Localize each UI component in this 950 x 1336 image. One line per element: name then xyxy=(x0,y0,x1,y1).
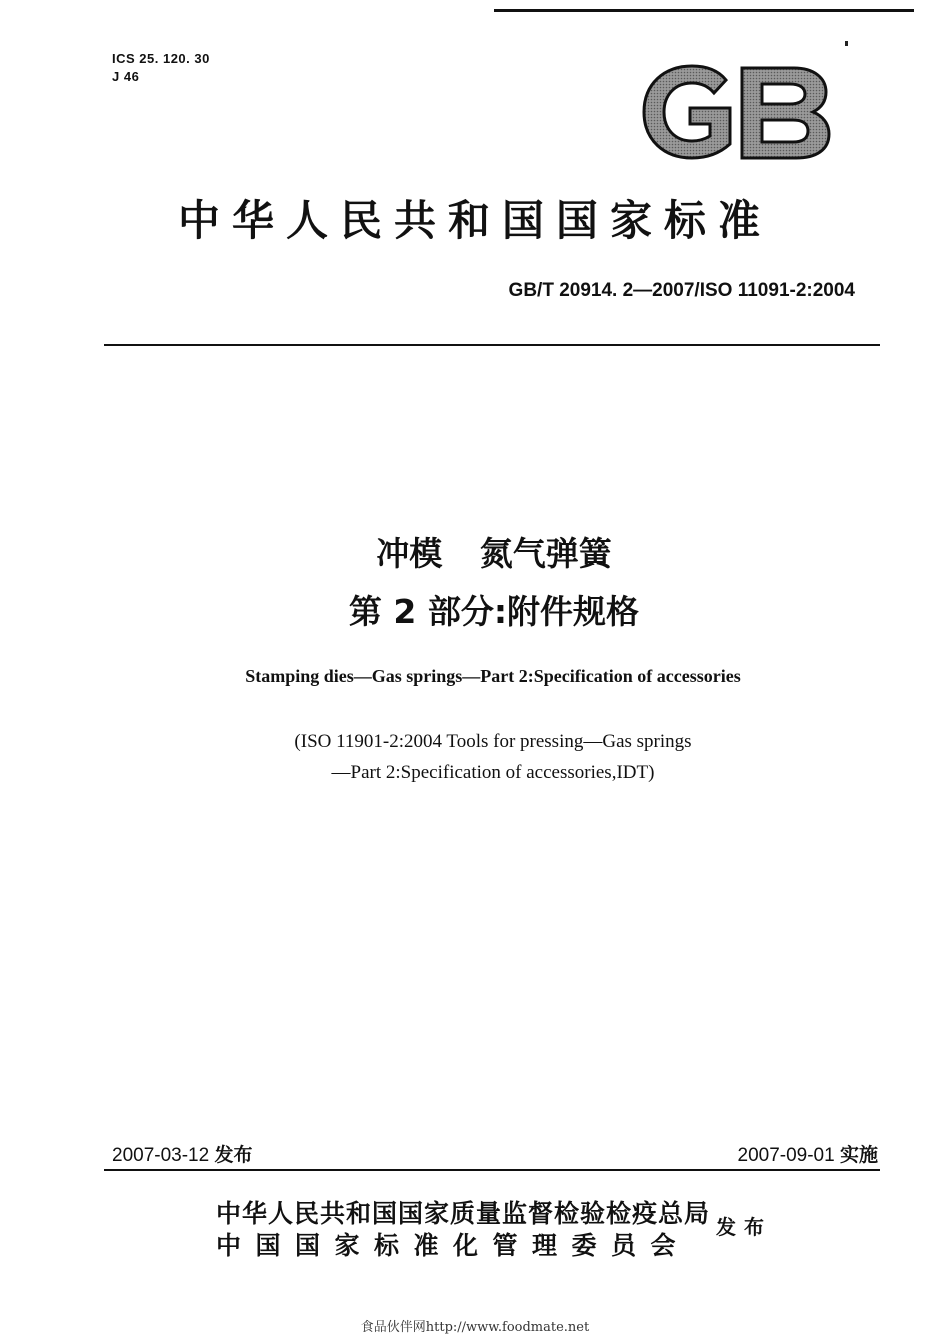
issuer-line-1: 中华人民共和国国家质量监督检验检疫总局 xyxy=(216,1199,711,1228)
implementation-date: 2007-09-01 xyxy=(737,1145,835,1166)
footer-watermark-text: 食品伙伴网http://www.foodmate.net xyxy=(360,1320,590,1335)
header-divider xyxy=(104,344,880,346)
implementation-date-block xyxy=(738,1140,879,1167)
standard-number: GB/T 20914. 2—2007/ISO 11091-2:2004 xyxy=(508,280,855,301)
issue-date-block xyxy=(112,1140,253,1167)
issue-action-label: 发布 xyxy=(716,1215,772,1239)
ics-code: ICS 25. 120. 30 xyxy=(112,51,210,66)
document-title-line-1: 冲模 氮气弹簧 xyxy=(376,534,612,573)
document-title-line-2: 第 2 部分:附件规格 xyxy=(348,592,640,631)
print-speck xyxy=(845,41,848,46)
iso-reference-line-1: (ISO 11901-2:2004 Tools for pressing—Gas springs xyxy=(294,731,692,752)
footer-divider xyxy=(104,1169,880,1171)
issue-date-suffix: 发布 xyxy=(214,1144,253,1166)
issuer-line-2: 中国国家标准化管理委员会 xyxy=(216,1231,691,1260)
implementation-date-suffix: 实施 xyxy=(839,1144,878,1166)
top-rule xyxy=(494,9,914,12)
standard-title: 中华人民共和国国家标准 xyxy=(177,196,772,245)
iso-reference-line-2: —Part 2:Specification of accessories,IDT) xyxy=(331,762,655,783)
english-title: Stamping dies—Gas springs—Part 2:Specification of accessories xyxy=(245,666,741,686)
gb-logo xyxy=(638,62,832,162)
issue-date: 2007-03-12 xyxy=(112,1145,210,1166)
classification-codes xyxy=(112,50,210,86)
ccs-code: J 46 xyxy=(112,69,140,84)
